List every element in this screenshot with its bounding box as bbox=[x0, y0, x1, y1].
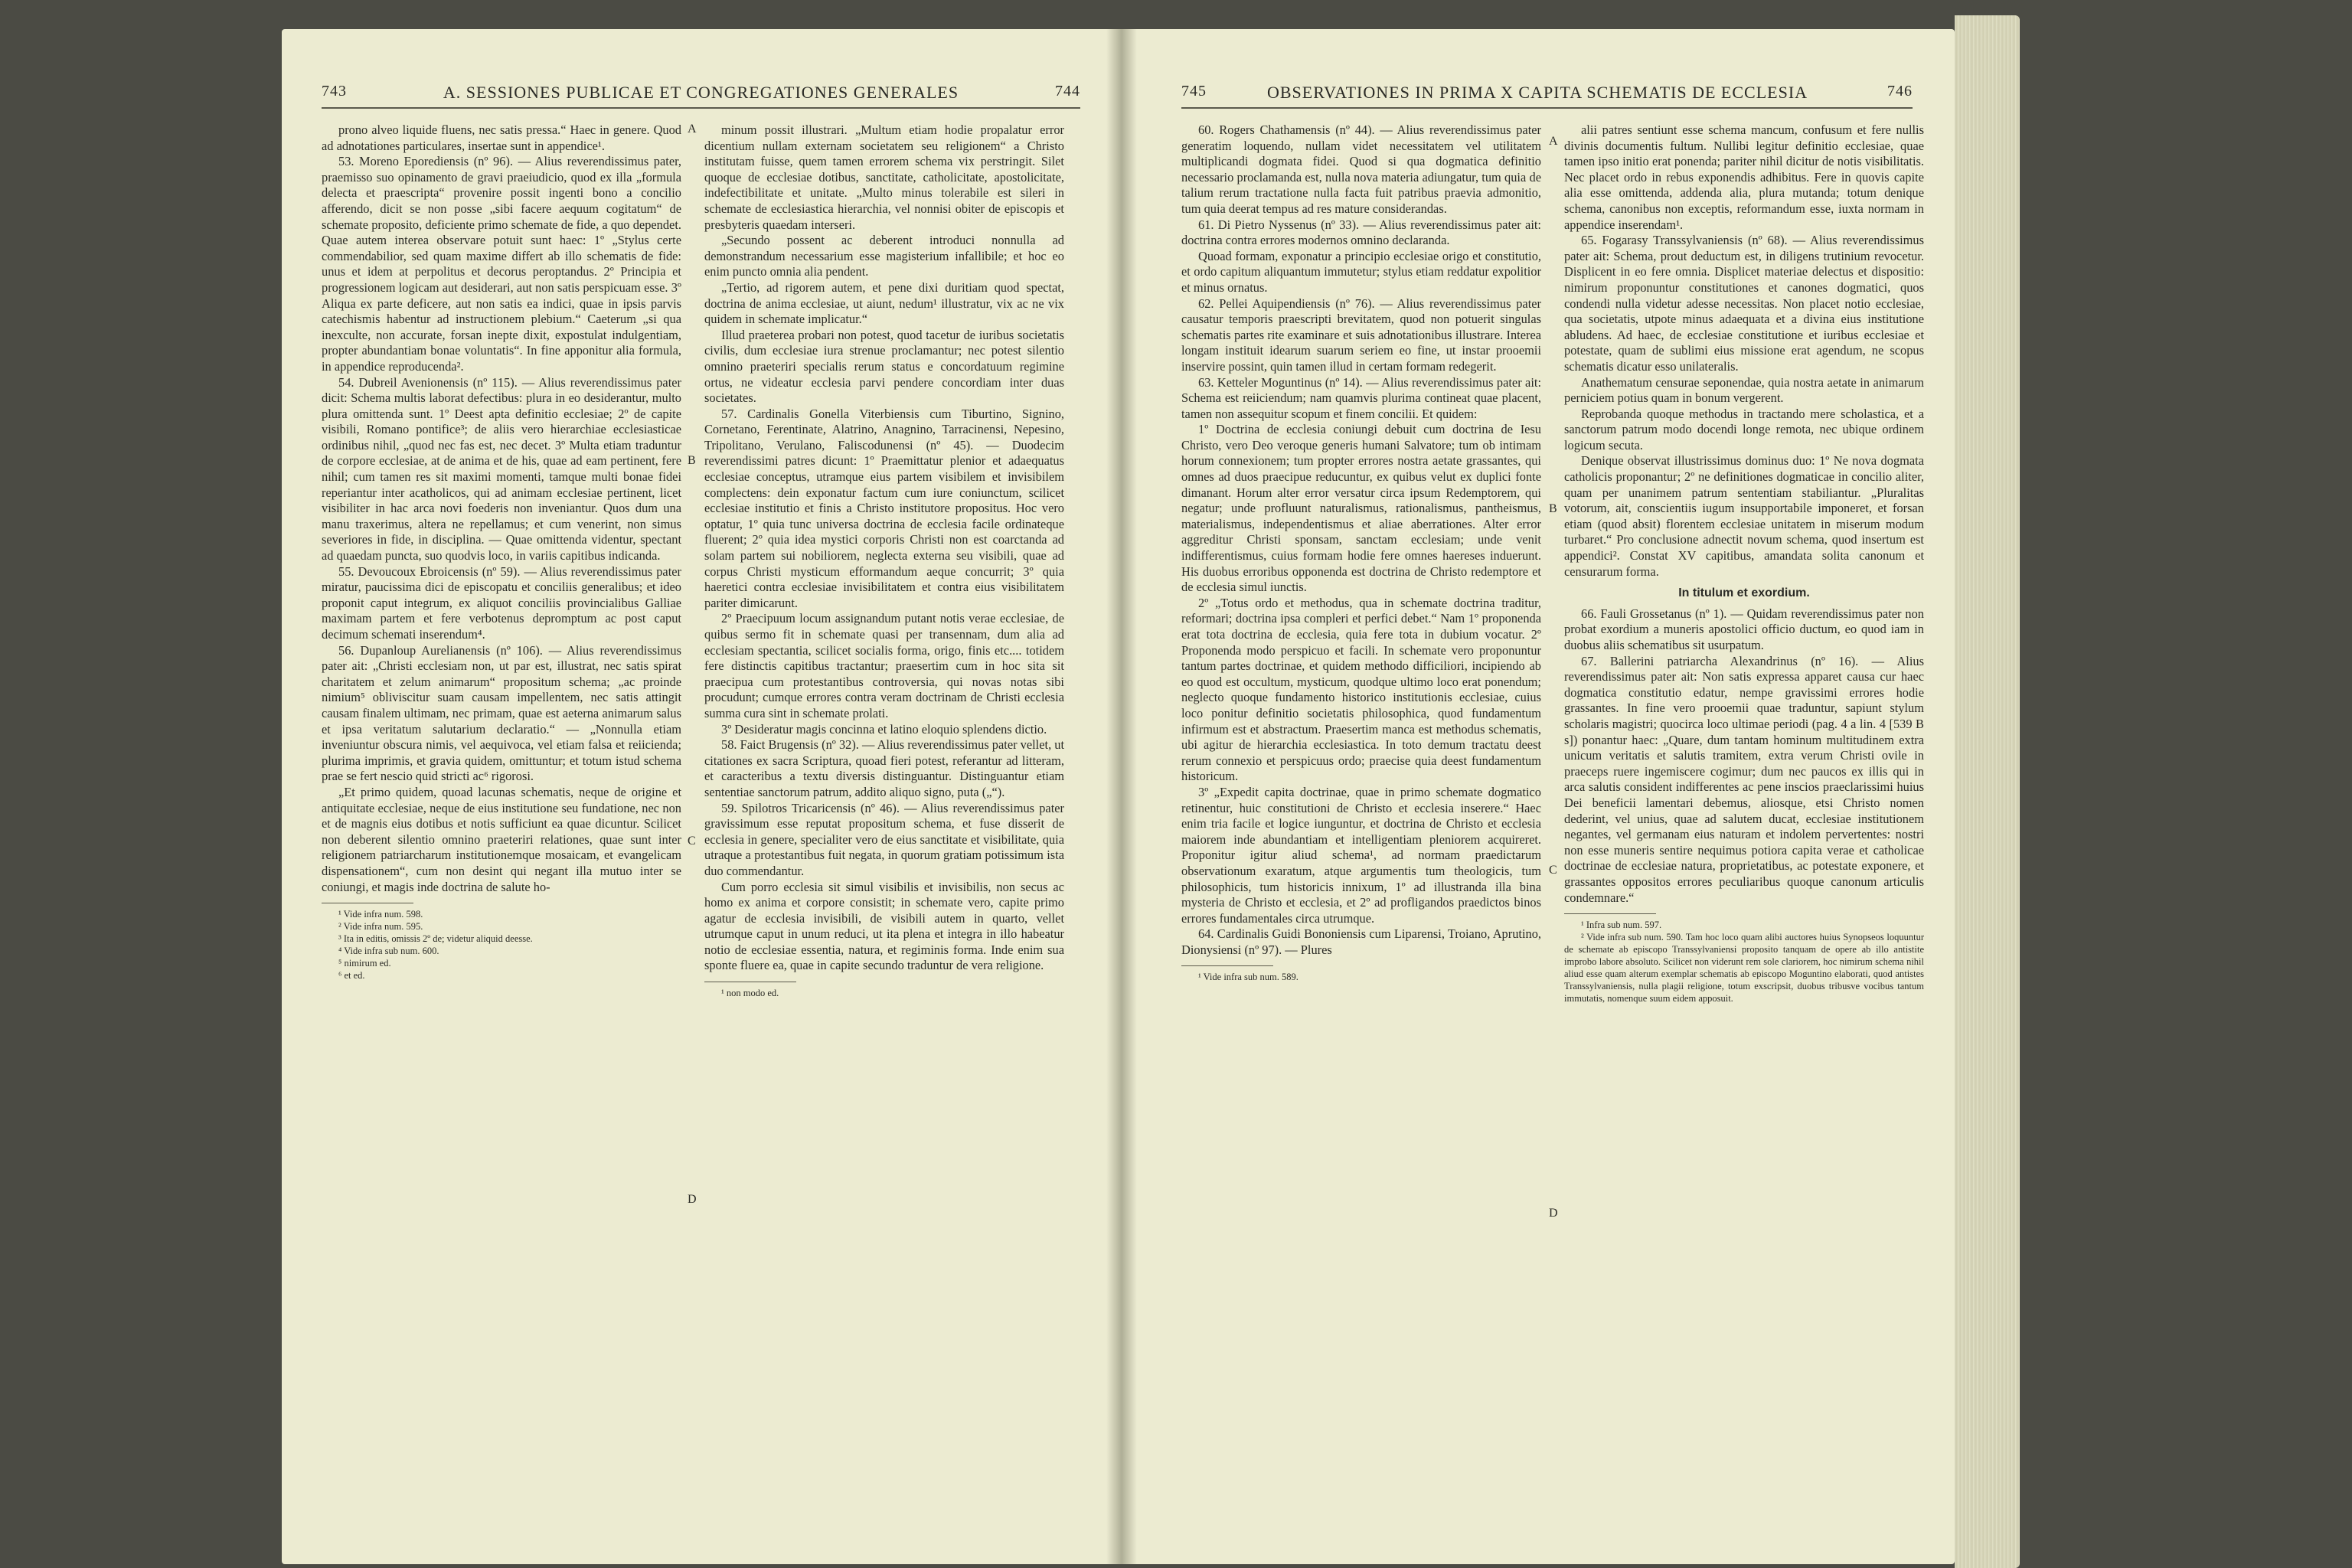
paragraph: „Secundo possent ac deberent introduci nonnulla ad demonstrandum necessarium esse magisterium infallibile; et hoc eo enim puncto omnia alia pendent. bbox=[704, 233, 1064, 279]
paragraph: 65. Fogarasy Transsylvaniensis (nº 68). — Alius reverendissimus pater ait: Schema, prout deductum est, in diligens trutinium revocetur. Displicent in eo fere omnia. Displicet materiae delectus et dispositio: nimirum proponuntur constitutiones et canones dogmatici, quos condendi nulla videtur adesse necessitas. Non placet notio ecclesiae, qua societatis, utpote minus adaequata et a divina eius institutione abludens. Ad haec, de ecclesiae constitutione et iuribus ecclesiae et potestate, quam de sublimi eius missione erat agendum, ne scopus schematis dicatur esso unilateralis. bbox=[1564, 233, 1924, 374]
paragraph: 56. Dupanloup Aurelianensis (nº 106). — Alius reverendissimus pater ait: „Christi ecclesiam non, ut par est, illustrat, nec satis spirat charitatem et zelum animarum“ propositum schema; „ac proinde nimium⁵ obliviscitur suam causam impellentem, nec satis attingit causam finalem ultimam, nec primam, quae est aeterna animarum salus et ipsa veritatum salutarium declaratio.“ — „Nonnulla etiam inveniuntur obscura nimis, vel aequivoca, vel etiam falsa et reiicienda; plurima imprimis, et gravia quidem, omittuntur; et totum istud schema prae se fert nescio quid stricti ac⁶ rigorosi. bbox=[322, 642, 681, 784]
paragraph: 3º „Expedit capita doctrinae, quae in primo schemate dogmatico retinentur, huic constitutioni de Christo et ecclesia inserere.“ Haec enim tria facile et logice iunguntur, et doctrina de Christo et ecclesia maiorem inde abundantiam et intelligentiam pleniorem acquireret. Proponitur igitur aliud schema¹, ad normam praedictarum observationum exaratum, atque argumentis tum theologicis, tum philosophicis, tum historicis innixum, 1º ad illustranda illa bina mysteria de Christo et ecclesia, et 2º ad profligandos praedictos binos errores fundamentales circa utrumque. bbox=[1181, 784, 1541, 926]
footnotes bbox=[1564, 919, 1924, 1004]
footnote: ⁶ et ed. bbox=[338, 970, 365, 982]
paragraph: prono alveo liquide fluens, nec satis pressa.“ Haec in genere. Quod ad adnotationes particulares, insertae sunt in appendice¹. bbox=[322, 122, 681, 153]
right-page-number-b: 746 bbox=[1887, 83, 1913, 100]
paragraph: 55. Devoucoux Ebroicensis (nº 59). — Alius reverendissimus pater miratur, paucissima dici de episcopatu et conciliis generalibus; et ideo proponit caput integrum, ex aliquot conciliis provincialibus Galliae maximam partem et fere verbotenus depromptum ac post caput decimum schemati inserendum⁴. bbox=[322, 564, 681, 642]
paragraph: Quoad formam, exponatur a principio ecclesiae origo et constitutio, et ordo capitum aliquantum immutetur; stylus etiam reddatur expolitior et minus ornatus. bbox=[1181, 248, 1541, 295]
paragraph: alii patres sentiunt esse schema mancum, confusum et fere nullis divinis documentis fultum. Nullibi legitur definitio ecclesiae, quae tamen ipso initio erat ponenda; pariter nihil dicitur de notis visibilitatis. Nec placet ordo in rebus exponendis adhibitus. Fere in quovis capite alia esse omittenda, addenda alia, plura mutanda; totum denique schema, canonibus non exceptis, reformandum esse, iuxta normam in appendice inserendam¹. bbox=[1564, 122, 1924, 232]
right-page-header bbox=[1120, 83, 1955, 113]
margin-letter-b: B bbox=[1549, 502, 1557, 515]
paragraph: 3º Desideratur magis concinna et latino eloquio splendens dictio. bbox=[721, 721, 1047, 737]
paragraph: 60. Rogers Chathamensis (nº 44). — Alius reverendissimus pater generatim loquendo, nullam videt necessitatem vel utilitatem multiplicandi dogmata fidei. Quod si qua dogmatica definitio necessario proclamanda est, nulla nova materia adiungatur, tum quia de talium rerum tractatione nulla facta fuit patribus praevia admonitio, tum quia deerat tempus ad res mature considerandas. bbox=[1181, 122, 1541, 216]
paragraph: 61. Di Pietro Nyssenus (nº 33). — Alius reverendissimus pater ait: doctrina contra errores modernos omnino declaranda. bbox=[1181, 217, 1541, 248]
footnote-rule bbox=[1181, 965, 1273, 966]
left-page bbox=[282, 29, 1120, 1564]
paragraph: 64. Cardinalis Guidi Bononiensis cum Liparensi, Troiano, Aprutino, Dionysiensi (nº 97). — Plures bbox=[1181, 926, 1541, 957]
paragraph: 2º „Totus ordo et methodus, qua in schemate doctrina traditur, reformari; doctrina ipsa compleri et perfici debet.“ Nam 1º proponenda erat tota doctrina de ecclesia, quia fere tota in dubium vocatur. 2º Proponenda modo perspicuo et facili. In schemate vero proponuntur tantum partes doctrinae, et quidem methodo difficiliori, incipiendo ab eo quod est occultum, mysticum, quodque ultimo loco erat ponendum; neglecto quoque fundamento historico institutionis ecclesiae, cuius loco ponitur definitio societatis philosophica, quod fundamentum infirmum est et abstractum. Praesertim manca est methodus schematis, ubi agitur de hierarchia ecclesiastica. In toto demum tractatu deest rerum connexio et perspicuus ordo; praecise quia deest fundamentum historicum. bbox=[1181, 595, 1541, 784]
footnote: ¹ Infra sub num. 597. bbox=[1581, 920, 1662, 931]
paragraph: 2º Praecipuum locum assignandum putant notis verae ecclesiae, de quibus sermo fit in schemate quasi per transennam, dum alia ad ecclesiam spectantia, scilicet socialis forma, origo, finis etc.... totidem fere distinctis capitibus tractantur; praesertim cum in hoc sita sit praecipua cum protestantibus controversia, qui novas notas sibi procudunt; cumque errores contra veram doctrinam de Christi ecclesia summa cura sint in schemate prolati. bbox=[704, 611, 1064, 720]
footnote: ¹ non modo ed. bbox=[721, 988, 779, 999]
footnote: ² Vide infra sub num. 590. Tam hoc loco quam alibi auctores huius Synopseos loquuntur de schemate ab episcopo Transsylvaniensi proposito tanquam de opere ab illo antistite improbo labore absoluto. Scilicet non viderunt rem sole clariorem, hoc nimirum schema nihil aliud esse quam alterum exemplar schematis ab episcopo Moguntino elaborati, quod antistes Transsylvaniensis, nulla plagii religione, totum exscripsit, duobus tribusve vocibus tantum immutatis, nomenque suum eidem apposuit. bbox=[1564, 932, 1924, 1004]
margin-letter-d: D bbox=[688, 1193, 697, 1206]
right-page bbox=[1120, 29, 1955, 1564]
right-page-number-a: 745 bbox=[1181, 83, 1207, 100]
paragraph: 63. Ketteler Moguntinus (nº 14). — Alius reverendissimus pater ait: Schema est reiiciendum; nam quamvis plurima contineat quae placent, tamen non assequitur scopum et finem concilii. Et quidem: bbox=[1181, 374, 1541, 421]
paragraph: 58. Faict Brugensis (nº 32). — Alius reverendissimus pater vellet, ut citationes ex sacra Scriptura, quoad fieri potest, referantur ad litteram, et caracteribus a textu diversis distinguantur. Distinguantur etiam sententiae sanctorum patrum, addito aliquo signo, puta („“). bbox=[704, 737, 1064, 799]
footnote: ⁵ nimirum ed. bbox=[338, 958, 391, 969]
paragraph: 54. Dubreil Avenionensis (nº 115). — Alius reverendissimus pater dicit: Schema multis laborat defectibus: plura in eo desiderantur, multo plura omittenda sunt. 1º Deest apta definitio ecclesiae; 2º de capite visibili, Romano pontifice³; de aliis vero hierarchiae ecclesiasticae ordinibus nihil, „quod nec fas est, nec decet. 3º Multa etiam traduntur de corpore ecclesiae, at de anima et de his, quae ad eam pertinent, fere nihil; cum tamen res sit maximi momenti, tamque multi bonae fidei reperiantur inter acatholicos, qui ad animam ecclesiae pertinent, licet visibiliter in hac arca novi foederis non inveniantur. Quos dum una manu traxerimus, altera ne repellamus; et cum venerint, non simus severiores in fide, in disciplina. — Quae omittenda videntur, spectant ad quaedam puncta, suo quodvis loco, in variis capitibus indicanda. bbox=[322, 374, 681, 564]
paragraph: 66. Fauli Grossetanus (nº 1). — Quidam reverendissimus pater non probat exordium a muneris apostolici officio ductum, eo quod iam in duobus aliis schematibus sit usurpatum. bbox=[1564, 606, 1924, 652]
paragraph: „Et primo quidem, quoad lacunas schematis, neque de origine et antiquitate ecclesiae, neque de eius institutione seu fundatione, nec non et de magnis eius dotibus et notis sufficiunt ea quae dicuntur. Scilicet non deberent silentio omnino praeteriri relationes, quae sunt inter religionem patriarcharum institutionemque mosaicam, et evangelicam dispensationem“, cum non desint qui negant illa mutuo inter se coniungi, et magis inde doctrina de salute ho- bbox=[322, 784, 681, 894]
paragraph: Denique observat illustrissimus dominus duo: 1º Ne nova dogmata catholicis proponantur; 2º ne definitiones dogmaticae in concilio aliter, quam per unanimem patrum sententiam stabiliantur. „Pluralitas votorum, ait, conscientiis iugum insupportabile imponeret, et forsan etiam (quod absit) florentem ecclesiae unitatem in miserum modum turbaret.“ Pro conclusione adnectit novum schema, quod insertum est appendici². Constat XV capitibus, amandata solita canonum et censurarum forma. bbox=[1564, 453, 1924, 579]
footnote: ¹ Vide infra sub num. 589. bbox=[1198, 972, 1298, 983]
paragraph: Cum porro ecclesia sit simul visibilis et invisibilis, non secus ac homo ex anima et corpore consistit; in schemate vero, capite primo agatur de ecclesia invisibili, de visibili autem in quarto, vellet utrumque caput in unum reduci, ut ita plena et integra in illo habeatur notio de ecclesiae essentia, natura, et regiminis forma. Inde enim sua sponte fluere ea, quae in capite secundo traduntur de vera religione. bbox=[704, 879, 1064, 973]
left-page-header bbox=[282, 83, 1120, 113]
right-running-head: OBSERVATIONES IN PRIMA X CAPITA SCHEMATIS DE ECCLESIA bbox=[1266, 83, 1808, 102]
left-running-head: A. SESSIONES PUBLICAE ET CONGREGATIONES GENERALES bbox=[443, 83, 959, 102]
paragraph: Reprobanda quoque methodus in tractando mere scholastica, et a sanctorum patrum modo docendi longe remota, nec ubique ordinem logicum secuta. bbox=[1564, 406, 1924, 452]
paragraph: minum possit illustrari. „Multum etiam hodie propalatur error dicentium nullam externam societatem seu religionem“ a Christo institutam fuisse, quem tamen errorem schema vix perstringit. Silet quoque de ecclesiae dotibus, sanctitate, catholicitate, apostolicitate, indefectibilitate et unitate. „Multo minus tolerabile est sileri in schemate de ecclesiastica hierarchia, vel nonnisi obiter de episcopis et presbyteris quaedam interseri. bbox=[704, 122, 1064, 232]
footnotes bbox=[1181, 971, 1541, 983]
paragraph: Anathematum censurae seponendae, quia nostra aetate in animarum perniciem potius quam in bonum vergerent. bbox=[1564, 374, 1924, 406]
left-column-2 bbox=[704, 122, 1064, 1455]
left-page-number-a: 743 bbox=[322, 83, 347, 100]
paragraph: 57. Cardinalis Gonella Viterbiensis cum Tiburtino, Signino, Cornetano, Ferentinate, Alatrino, Anagnino, Tarracinensi, Nepesino, Tripolitano, Verulano, Faliscodunensi (nº 45). — Duodecim reverendissimi patres dicunt: 1º Praemittatur plenior et adaequatus ecclesiae conceptus, utramque eius partem visibilem et invisibilem complectens: dein exponatur factum cum iure coniunctum, scilicet ecclesiae institutio et finis a Christo institutore propositus. Hoc vero optatur, 1º quia tunc universa doctrina de ecclesia facile ordinateque fluerent; 2º quia idea mystici corporis Christi non est coarctanda ad solam partem sui nobiliorem, neglecta externa seu visibili, quae ad corpus Christi mysticum efformandum aeque concurrit; 3º quia haeretici contra ecclesiae invisibilitatem et contra eius visibilitatem pariter dimicarunt. bbox=[704, 406, 1064, 610]
paragraph: 59. Spilotros Tricaricensis (nº 46). — Alius reverendissimus pater gravissimum esse reputat propositum schema, et fuse disserit de ecclesia in genere, specialiter vero de eius sanctitate et visibilitate, quia utraque a protestantibus fuit negata, in quorum gratiam potissimum ista duo commendantur. bbox=[704, 800, 1064, 878]
margin-letter-b: B bbox=[688, 454, 696, 467]
page-edges bbox=[1955, 15, 2020, 1568]
right-column-1 bbox=[1181, 122, 1541, 1455]
paragraph: 62. Pellei Aquipendiensis (nº 76). — Alius reverendissimus pater causatur temporis praescripti brevitatem, quod non potuerit singulas schematis partes rite examinare et suis adnotationibus illustrare. Interea longam instituit idearum suarum seriem eo fine, ut instar prooemii inservire possint, quin tamen illud in certam formam redegerit. bbox=[1181, 296, 1541, 374]
margin-letter-c: C bbox=[1549, 864, 1557, 877]
footnotes bbox=[322, 908, 681, 982]
left-column-1 bbox=[322, 122, 681, 1455]
footnote: ³ Ita in editis, omissis 2º de; videtur aliquid deesse. bbox=[338, 933, 533, 945]
paragraph: 1º Doctrina de ecclesia coniungi debuit cum doctrina de Iesu Christo, vero Deo veroque generis humani Salvatore; tum ob intimam horum connexionem; tum propter errores nostra aetate grassantes, qui omnes ad duos praecipue reducuntur, ex quibus velut ex duplici fonte dimanant. Horum alter error versatur circa ipsum Redemptorem, qui negatur; unde profluunt naturalismus, rationalismus, pantheismus, materialismus, independentismus et aliae aberrationes. Alter error aggreditur Christi sponsam, sanctam ecclesiam; unde venit indifferentismus, cuius formam hodie fere omnes haereses induerunt. His duobus erroribus opponenda est doctrina de Christo redemptore et de ecclesia simul iunctis. bbox=[1181, 422, 1541, 595]
margin-letter-d: D bbox=[1549, 1207, 1558, 1220]
left-header-rule bbox=[322, 107, 1080, 109]
paragraph: 67. Ballerini patriarcha Alexandrinus (nº 16). — Alius reverendissimus pater ait: Non satis expressa apparet causa cur haec dogmatica constitutio edatur, nempe gravissimi errores hodie grassantes. In fine vero prooemii quae traduntur, sapiunt stylum scholaris magistri; quocirca loco ultimae periodi (pag. 4 a lin. 4 [539 B s]) ponantur haec: „Quare, dum tantam hominum multitudinem extra unicum veritatis et salutis tramitem, extra verum Christi ovile in praeceps ruere ingemiscere cogimur; dum nec paucos ex illis qui in arca salutis consident indifferentes ac pene inscios praeclarissimi huius Dei beneficii lamentari debemus, aliosque, etsi Christo nomen dederint, vel unius, quae ad salutem ducat, ecclesiae institutionem negantes, vel germanam eius naturam et indolem pervertentes: nostri non esse muneris sentire nequimus potiora capita verae et catholicae doctrinae de ecclesiae natura, proprietatibus, ac potestate exponere, et grassantes oppositos errores peculiaribus quoque canonum articulis condemnare.“ bbox=[1564, 653, 1924, 905]
footnote: ¹ Vide infra num. 598. bbox=[338, 909, 423, 920]
margin-letter-a: A bbox=[688, 122, 697, 136]
margin-letter-c: C bbox=[688, 835, 696, 848]
footnote: ⁴ Vide infra sub num. 600. bbox=[338, 946, 439, 957]
footnotes bbox=[704, 987, 1064, 999]
left-page-number-b: 744 bbox=[1055, 83, 1080, 100]
right-column-2 bbox=[1564, 122, 1924, 1455]
paragraph: 53. Moreno Eporediensis (nº 96). — Alius reverendissimus pater, praemisso suo opinamento de gravi praeiudicio, quod ex illa „formula delecta et praescripta“ provenire possit ingenti bono a concilio afferendo, dicit se non posse „sibi facere aequum cogitatum“ de schemate proposito, deficiente primo schemate de fide, a quo dependet. Quae autem interea observare potuit sunt haec: 1º „Stylus certe commendabilior, sed quam maxime differt ab illo schematis de fide: unus et idem at perpolitus et decorus peroptandus. 2º Principia et progressionem logicam aut desiderari, aut non satis perspicuam esse. 3º Aliqua ex parte deficere, aut non satis ea indici, quae in ipsis parvis catechismis habentur ad instructionem plebium.“ Caeterum „si qua inexculte, non accurate, forsan inepte dixit, expostulat indulgentiam, propter abundantiam bonae voluntatis“. In fine apponitur alia formula, in appendice reproducenda². bbox=[322, 154, 681, 374]
margin-letter-a: A bbox=[1549, 135, 1558, 148]
right-header-rule bbox=[1181, 107, 1913, 109]
book-gutter bbox=[1106, 29, 1137, 1564]
paragraph: Illud praeterea probari non potest, quod tacetur de iuribus societatis civilis, dum ecclesiae iura strenue proclamantur; nec potest silentio omnino praeteriri specialis rerum status e concordatuum regimine ortus, ne videatur ecclesia parvi pendere concordiam inter duas societates. bbox=[704, 327, 1064, 406]
paragraph: „Tertio, ad rigorem autem, et pene dixi duritiam quod spectat, doctrina de anima ecclesiae, ut aiunt, nedum¹ illustratur, vix ac ne vix quidem in schemate implicatur.“ bbox=[704, 279, 1064, 327]
section-title: In titulum et exordium. bbox=[1678, 586, 1810, 600]
footnote: ² Vide infra num. 595. bbox=[338, 921, 423, 933]
footnote-rule bbox=[1564, 913, 1656, 914]
